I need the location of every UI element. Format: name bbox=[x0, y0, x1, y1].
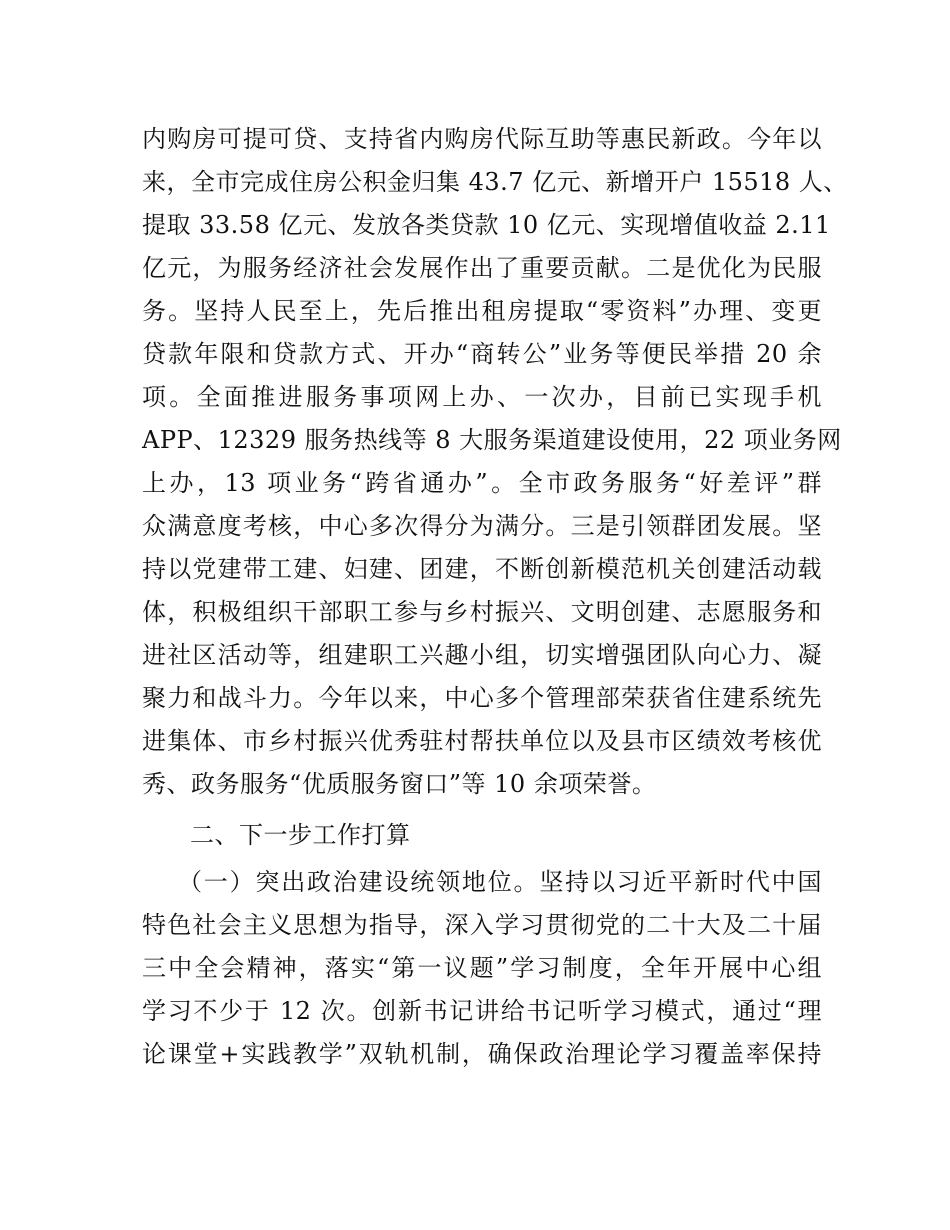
text-line: 提取 33.58 亿元、发放各类贷款 10 亿元、实现增值收益 2.11 bbox=[142, 211, 831, 239]
text-line: 特色社会主义思想为指导，深入学习贯彻党的二十大及二十届 bbox=[142, 911, 822, 939]
text-line: 学习不少于 12 次。创新书记讲给书记听学习模式，通过“理 bbox=[142, 997, 822, 1025]
text-line: 内购房可提可贷、支持省内购房代际互助等惠民新政。今年以 bbox=[142, 125, 822, 153]
text-line: 来，全市完成住房公积金归集 43.7 亿元、新增开户 15518 人、 bbox=[142, 168, 848, 196]
text-line: 聚力和战斗力。今年以来，中心多个管理部荣获省住建系统先 bbox=[142, 684, 822, 712]
text-line: 亿元，为服务经济社会发展作出了重要贡献。二是优化为民服 bbox=[142, 254, 822, 282]
text-line: 进集体、市乡村振兴优秀驻村帮扶单位以及县市区绩效考核优 bbox=[142, 727, 822, 755]
paragraph-work-summary bbox=[142, 118, 848, 806]
text-line: 体，积极组织干部职工参与乡村振兴、文明创建、志愿服务和 bbox=[142, 598, 822, 626]
document-body bbox=[142, 118, 848, 1076]
section-heading: 二、下一步工作打算 bbox=[190, 821, 411, 849]
text-line: APP、12329 服务热线等 8 大服务渠道建设使用，22 项业务网 bbox=[142, 426, 842, 454]
paragraph-political-building bbox=[142, 861, 822, 1076]
text-line: 秀、政务服务“优质服务窗口”等 10 余项荣誉。 bbox=[142, 770, 657, 798]
text-line: 上办，13 项业务“跨省通办”。全市政务服务“好差评”群 bbox=[142, 469, 822, 497]
text-line: 进社区活动等，组建职工兴趣小组，切实增强团队向心力、凝 bbox=[142, 641, 822, 669]
text-line: 项。全面推进服务事项网上办、一次办，目前已实现手机 bbox=[142, 383, 822, 411]
text-line: 众满意度考核，中心多次得分为满分。三是引领群团发展。坚 bbox=[142, 512, 822, 540]
text-line: 持以党建带工建、妇建、团建，不断创新模范机关创建活动载 bbox=[142, 555, 822, 583]
text-line: 务。坚持人民至上，先后推出租房提取“零资料”办理、变更 bbox=[142, 297, 822, 325]
text-line: 论课堂+实践教学”双轨机制，确保政治理论学习覆盖率保持 bbox=[142, 1040, 822, 1068]
text-line: 三中全会精神，落实“第一议题”学习制度，全年开展中心组 bbox=[142, 954, 822, 982]
text-line: （一）突出政治建设统领地位。坚持以习近平新时代中国 bbox=[178, 868, 822, 896]
text-line: 贷款年限和贷款方式、开办“商转公”业务等便民举措 20 余 bbox=[142, 340, 822, 368]
